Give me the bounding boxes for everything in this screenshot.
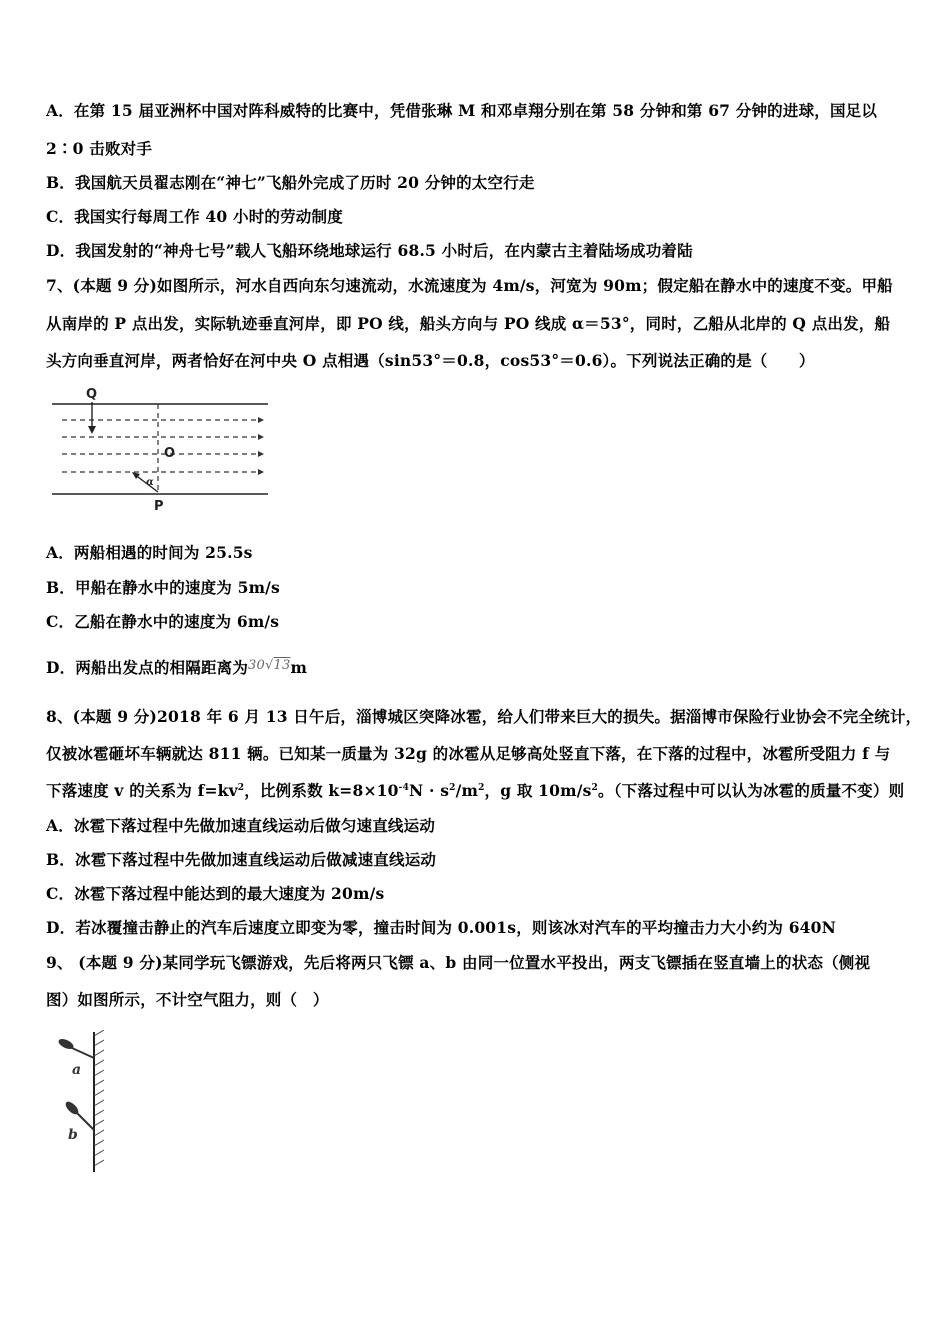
q9-stem-line2: 图）如图所示，不计空气阻力，则（ ） bbox=[46, 990, 329, 1009]
label-a: a bbox=[72, 1062, 82, 1078]
q7-stem-line2: 从南岸的 P 点出发，实际轨迹垂直河岸，即 PO 线，船头方向与 PO 线成 α＝53°，同时，乙船从北岸的 Q 点出发，船 bbox=[46, 314, 891, 333]
sqrt-radicand: 13 bbox=[273, 658, 291, 673]
q6-option-a-continued: 2∶0 击败对手 bbox=[46, 139, 153, 158]
q6-option-d: D．我国发射的“神舟七号”载人飞船环绕地球运行 68.5 小时后，在内蒙古主着陆场成功着陆 bbox=[46, 241, 693, 260]
q7-stem-line3: 头方向垂直河岸，两者恰好在河中央 O 点相遇（sin53°＝0.8，cos53°＝0.6）。下列说法正确的是（ ） bbox=[46, 351, 815, 370]
label-alpha: α bbox=[146, 477, 154, 488]
q8-sup: 2 bbox=[591, 782, 599, 793]
q8-option-d: D．若冰覆撞击静止的汽车后速度立即变为零，撞击时间为 0.001s，则该冰对汽车的平均撞击力大小约为 640N bbox=[46, 918, 837, 937]
label-b: b bbox=[68, 1127, 78, 1143]
q8-text-seg: ，g 取 10m/s bbox=[484, 781, 592, 800]
q7-option-a: A．两船相遇的时间为 25.5s bbox=[46, 543, 253, 562]
q8-text-seg: 下落速度 v 的关系为 f=kv bbox=[46, 781, 238, 800]
q8-option-a: A．冰雹下落过程中先做加速直线运动后做匀速直线运动 bbox=[46, 816, 436, 835]
q6-option-a: A．在第 15 届亚洲杯中国对阵科威特的比赛中，凭借张琳 M 和邓卓翔分别在第 58 分钟和第 67 分钟的进球，国足以 bbox=[46, 101, 878, 120]
label-q: Q bbox=[86, 387, 98, 402]
q8-text-seg: N · s bbox=[409, 781, 450, 800]
sqrt-coefficient: 30 bbox=[248, 658, 265, 673]
q8-sup: 2 bbox=[478, 782, 485, 793]
river-diagram bbox=[46, 384, 272, 514]
q8-text-seg: ，比例系数 k=8×10 bbox=[244, 781, 399, 800]
q9-stem-line1: 9、 (本题 9 分)某同学玩飞镖游戏，先后将两只飞镖 a、b 由同一位置水平投出，两支飞镖插在竖直墙上的状态（侧视 bbox=[46, 953, 871, 972]
q8-stem-line3 bbox=[46, 780, 920, 802]
dart-a-icon bbox=[57, 1037, 94, 1058]
q8-stem-line1: 8、(本题 9 分)2018 年 6 月 13 日午后，淄博城区突降冰雹，给人们带来巨大的损失。据淄博市保险行业协会不完全统计， bbox=[46, 707, 922, 726]
q6-option-c: C．我国实行每周工作 40 小时的劳动制度 bbox=[46, 207, 343, 226]
q8-sup: 2 bbox=[449, 782, 456, 793]
q8-sup: -4 bbox=[398, 782, 410, 793]
q7-option-d bbox=[46, 657, 920, 687]
dart-wall-diagram bbox=[46, 1030, 116, 1176]
sqrt-expression: 30√13 bbox=[248, 658, 291, 673]
q8-text-seg: /m bbox=[455, 781, 479, 800]
q7-option-d-prefix: D．两船出发点的相隔距离为 bbox=[46, 658, 249, 677]
label-p: P bbox=[154, 499, 164, 514]
q8-text-seg: 。（下落过程中可以认为冰雹的质量不变）则 bbox=[598, 781, 905, 800]
dart-b-icon bbox=[64, 1100, 94, 1130]
q8-option-b: B．冰雹下落过程中先做加速直线运动后做减速直线运动 bbox=[46, 850, 437, 869]
q8-sup: 2 bbox=[237, 782, 245, 793]
q8-stem-line2: 仅被冰雹砸坏车辆就达 811 辆。已知某一质量为 32g 的冰雹从足够高处竖直下落，在下落的过程中，冰雹所受阻力 f 与 bbox=[46, 744, 891, 763]
q8-option-c: C．冰雹下落过程中能达到的最大速度为 20m/s bbox=[46, 884, 385, 903]
q7-option-d-unit: m bbox=[290, 658, 308, 677]
q6-option-b: B．我国航天员翟志刚在“神七”飞船外完成了历时 20 分钟的太空行走 bbox=[46, 173, 535, 192]
q7-stem-line1: 7、(本题 9 分)如图所示，河水自西向东匀速流动，水流速度为 4m/s，河宽为 90m；假定船在静水中的速度不变。甲船 bbox=[46, 276, 893, 295]
q7-option-c: C．乙船在静水中的速度为 6m/s bbox=[46, 612, 280, 631]
label-o: O bbox=[164, 446, 176, 461]
q7-option-b: B．甲船在静水中的速度为 5m/s bbox=[46, 578, 280, 597]
